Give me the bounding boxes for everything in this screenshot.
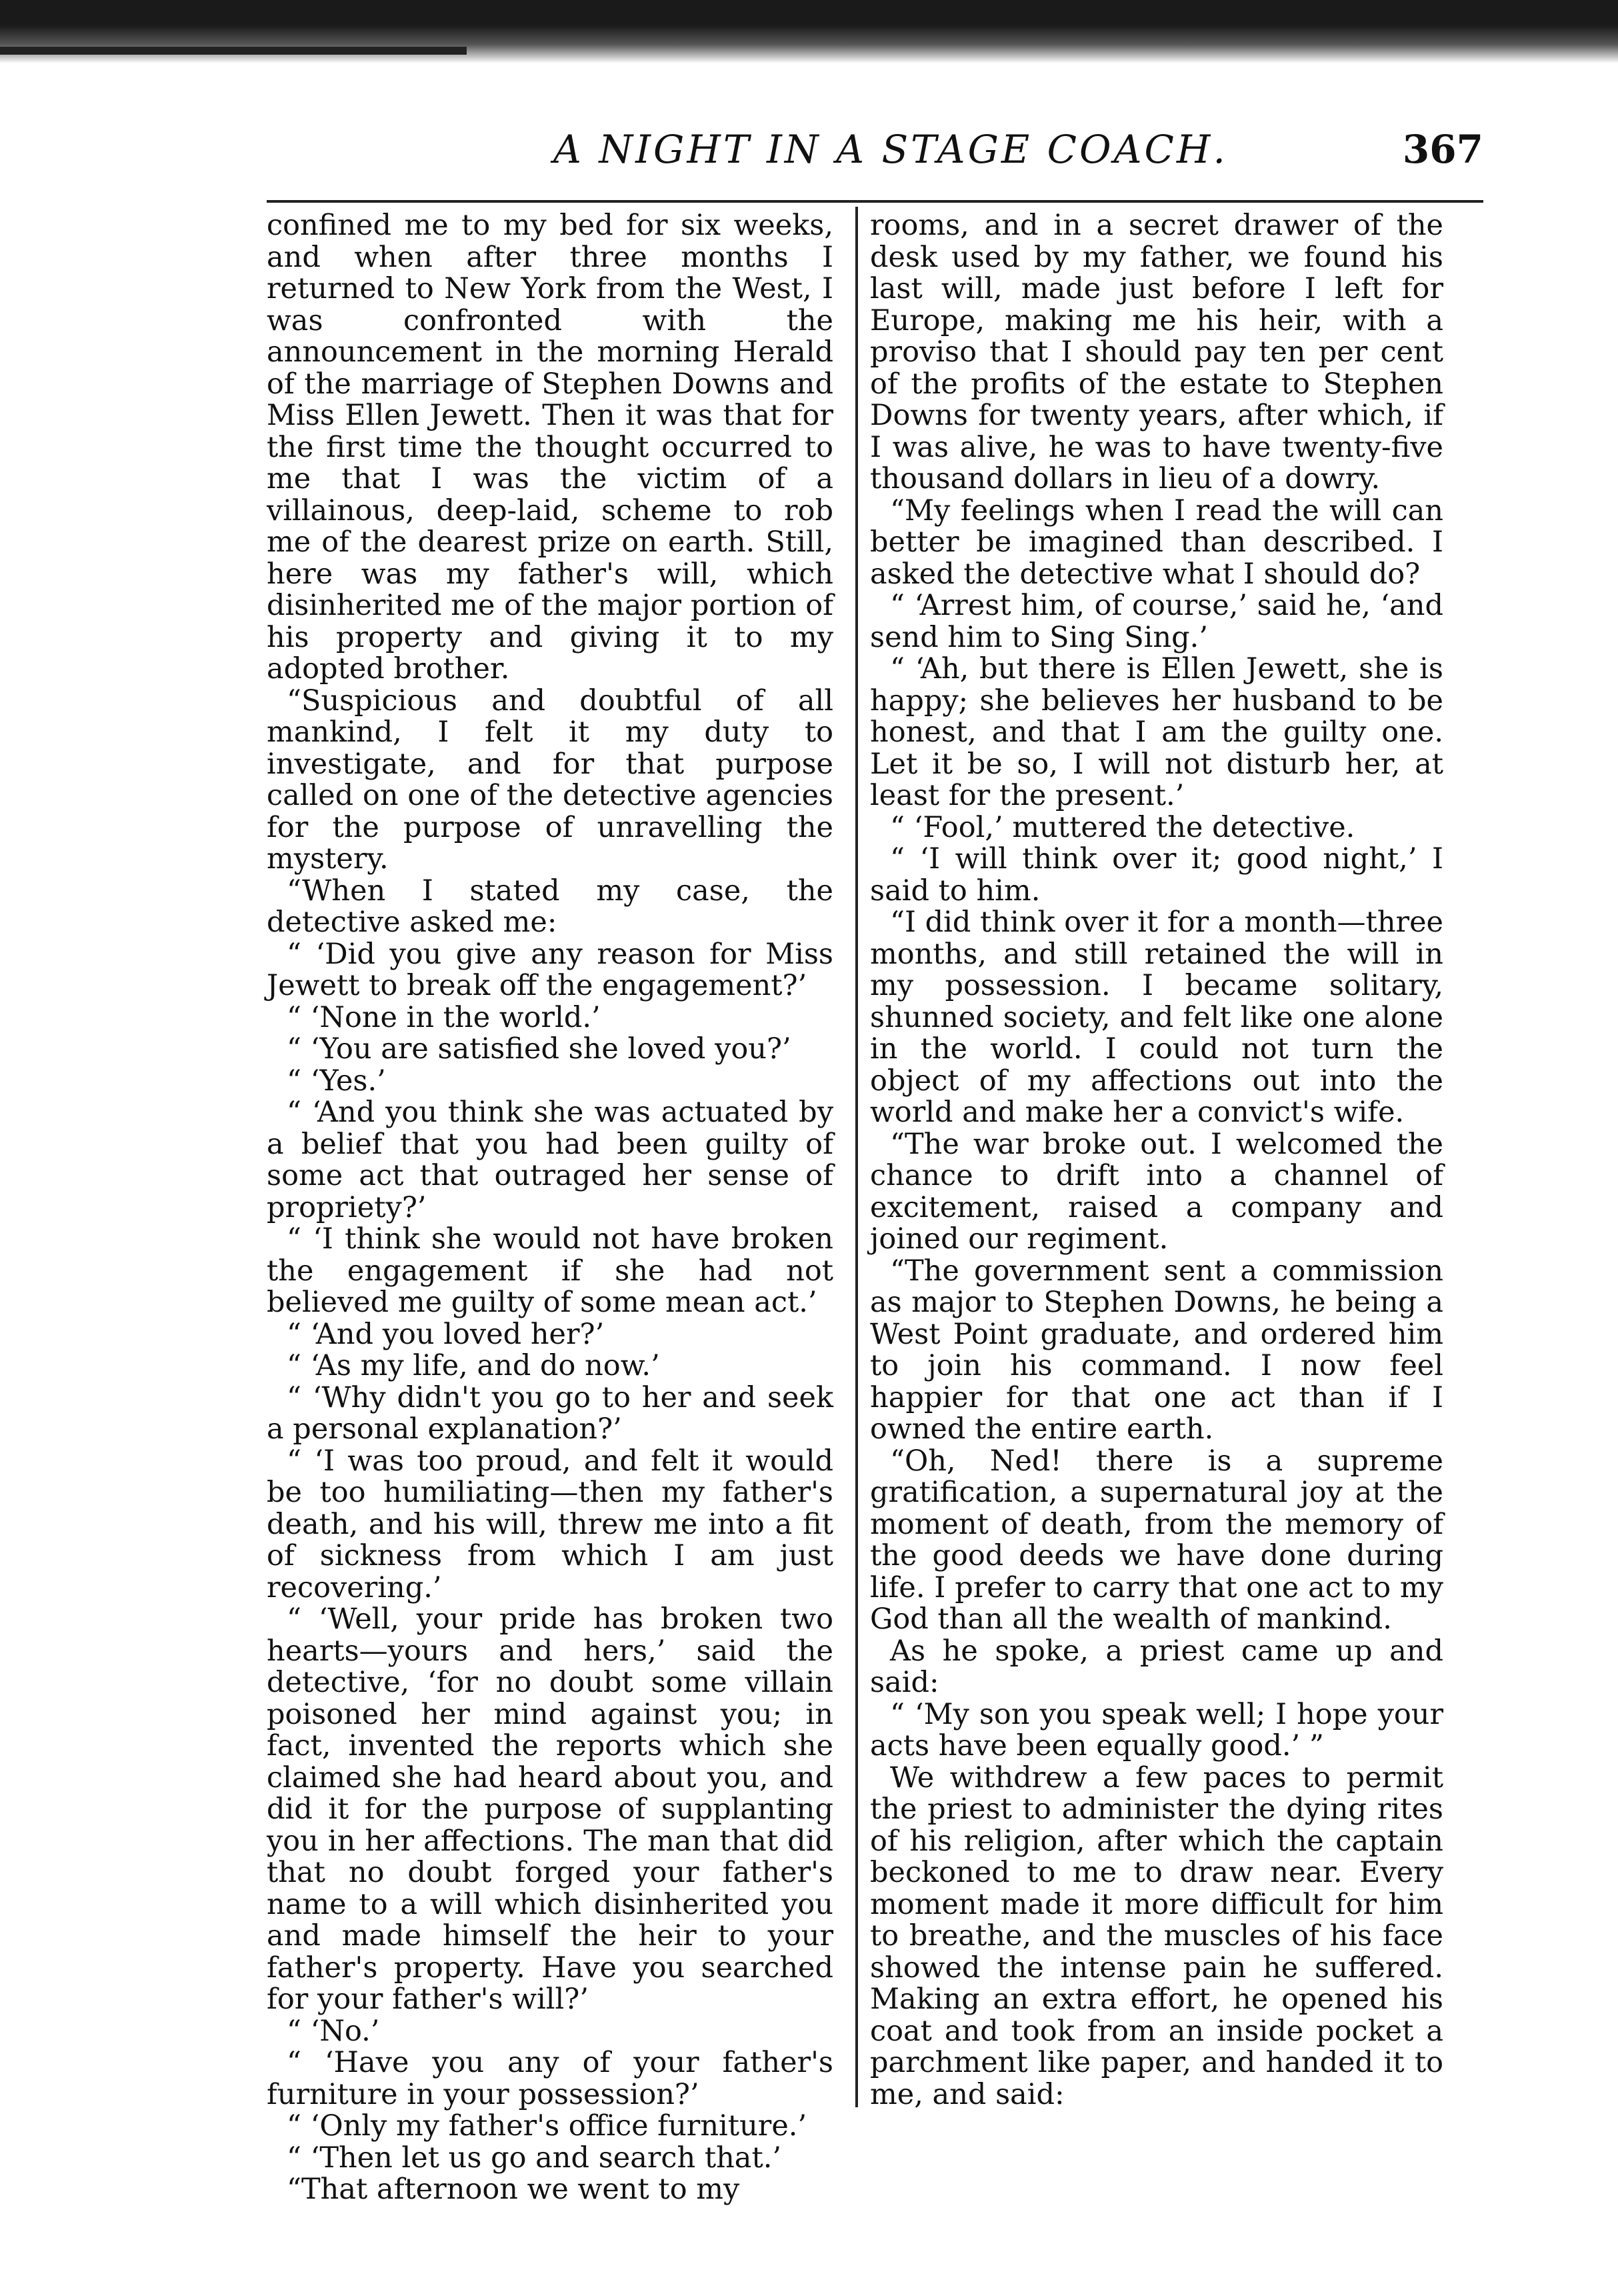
paragraph: “My feelings when I read the will can better be imagined than described. I asked the detective what I should do? <box>870 493 1443 591</box>
paragraph: “ ‘And you think she was actuated by a belief that you had been guilty of some act that outraged her sense of propriety?’ <box>267 1096 833 1224</box>
paragraph: “ ‘Then let us go and search that.’ <box>287 2141 782 2175</box>
column-divider <box>855 207 858 2107</box>
paragraph: “Oh, Ned! there is a supreme gratification, a supernatural joy at the moment of death, from the memory of the good deeds we have done during life. I prefer to carry that one act to my God than all the wealth of mankind. <box>870 1444 1443 1636</box>
paragraph: “ ‘No.’ <box>287 2014 380 2048</box>
paragraph: “ ‘None in the world.’ <box>287 1000 601 1034</box>
page-title: A NIGHT IN A STAGE COACH. <box>553 127 1228 172</box>
running-head <box>267 117 1483 190</box>
paragraph: rooms, and in a secret drawer of the desk used by my father, we found his last will, made just before I left for Europe, making me his heir, with a proviso that I should pay ten per cent of the profits of the estate to Stephen Downs for twenty years, after which, if I was alive, he was to have twenty-five thousand dollars in lieu of a dowry. <box>870 209 1443 495</box>
paragraph: “ ‘Have you any of your father's furniture in your possession?’ <box>267 2046 833 2111</box>
paragraph: “When I stated my case, the detective asked me: <box>267 874 833 939</box>
page-number: 367 <box>1402 127 1483 172</box>
paragraph: “ ‘Arrest him, of course,’ said he, ‘and send him to Sing Sing.’ <box>870 589 1443 654</box>
paragraph: “ ‘Well, your pride has broken two hearts—yours and hers,’ said the detective, ‘for no doubt some villain poisoned her mind against you; in fact, invented the reports which she claimed she had heard about you, and did it for the purpose of supplanting you in her affections. The man that did that no doubt forged your father's name to a will which disinherited you and made himself the heir to your father's property. Have you searched for your father's will?’ <box>267 1602 833 2016</box>
paragraph: “ ‘Yes.’ <box>287 1064 386 1098</box>
header-rule <box>267 200 1483 203</box>
paragraph: “ ‘And you loved her?’ <box>287 1317 605 1351</box>
paragraph: “ ‘Only my father's office furniture.’ <box>287 2109 807 2143</box>
paragraph: “The government sent a commission as major to Stephen Downs, he being a West Point graduate, and ordered him to join his command. I now feel happier for that one act than if I owned the entire earth. <box>870 1254 1443 1446</box>
paragraph: “ ‘Why didn't you go to her and seek a personal explanation?’ <box>267 1380 833 1446</box>
paragraph: “ ‘I think she would not have broken the engagement if she had not believed me guilty of some mean act.’ <box>267 1222 833 1319</box>
paragraph: “ ‘Fool,’ muttered the detective. <box>890 810 1355 844</box>
top-border-rule <box>0 0 1618 63</box>
left-column <box>267 210 833 2206</box>
paragraph: “ ‘Ah, but there is Ellen Jewett, she is happy; she believes her husband to be honest, and that I am the guilty one. Let it be so, I will not disturb her, at least for the present.’ <box>870 652 1443 812</box>
right-column <box>870 210 1443 2111</box>
paragraph: “I did think over it for a month—three months, and still retained the will in my possession. I became solitary, shunned society, and felt like one alone in the world. I could not turn the object of my affections out into the world and make her a convict's wife. <box>870 906 1443 1129</box>
paragraph: “ ‘I was too proud, and felt it would be too humiliating—then my father's death, and his will, threw me into a fit of sickness from which I am just recovering.’ <box>267 1444 833 1604</box>
paragraph: “Suspicious and doubtful of all mankind, I felt it my duty to investigate, and for that purpose called on one of the detective agencies for the purpose of unravelling the mystery. <box>267 684 833 876</box>
paragraph: “That afternoon we went to my <box>287 2173 740 2206</box>
paragraph: We withdrew a few paces to permit the priest to administer the dying rites of his religion, after which the captain beckoned to me to draw near. Every moment made it more difficult for him to breathe, and the muscles of his face showed the intense pain he suffered. Making an extra effort, he opened his coat and took from an inside pocket a parchment like paper, and handed it to me, and said: <box>870 1761 1443 2111</box>
paragraph: “ ‘Did you give any reason for Miss Jewett to break off the engagement?’ <box>267 937 833 1002</box>
paragraph: “The war broke out. I welcomed the chance to drift into a channel of excitement, raised a company and joined our regiment. <box>870 1127 1443 1256</box>
paragraph: As he spoke, a priest came up and said: <box>870 1634 1443 1699</box>
paragraph: “ ‘You are satisfied she loved you?’ <box>287 1032 791 1066</box>
paragraph: confined me to my bed for six weeks, and when after three months I returned to New York from the West, I was confronted with the announcement in the morning Herald of the marriage of Stephen Downs and Miss Ellen Jewett. Then it was that for the first time the thought occurred to me that I was the victim of a villainous, deep-laid, scheme to rob me of the dearest prize on earth. Still, here was my father's will, which disinherited me of the major portion of his property and giving it to my adopted brother. <box>267 209 833 686</box>
paragraph: “ ‘As my life, and do now.’ <box>287 1349 660 1382</box>
paragraph: “ ‘My son you speak well; I hope your acts have been equally good.’ ” <box>870 1697 1443 1763</box>
paragraph: “ ‘I will think over it; good night,’ I said to him. <box>870 842 1443 908</box>
